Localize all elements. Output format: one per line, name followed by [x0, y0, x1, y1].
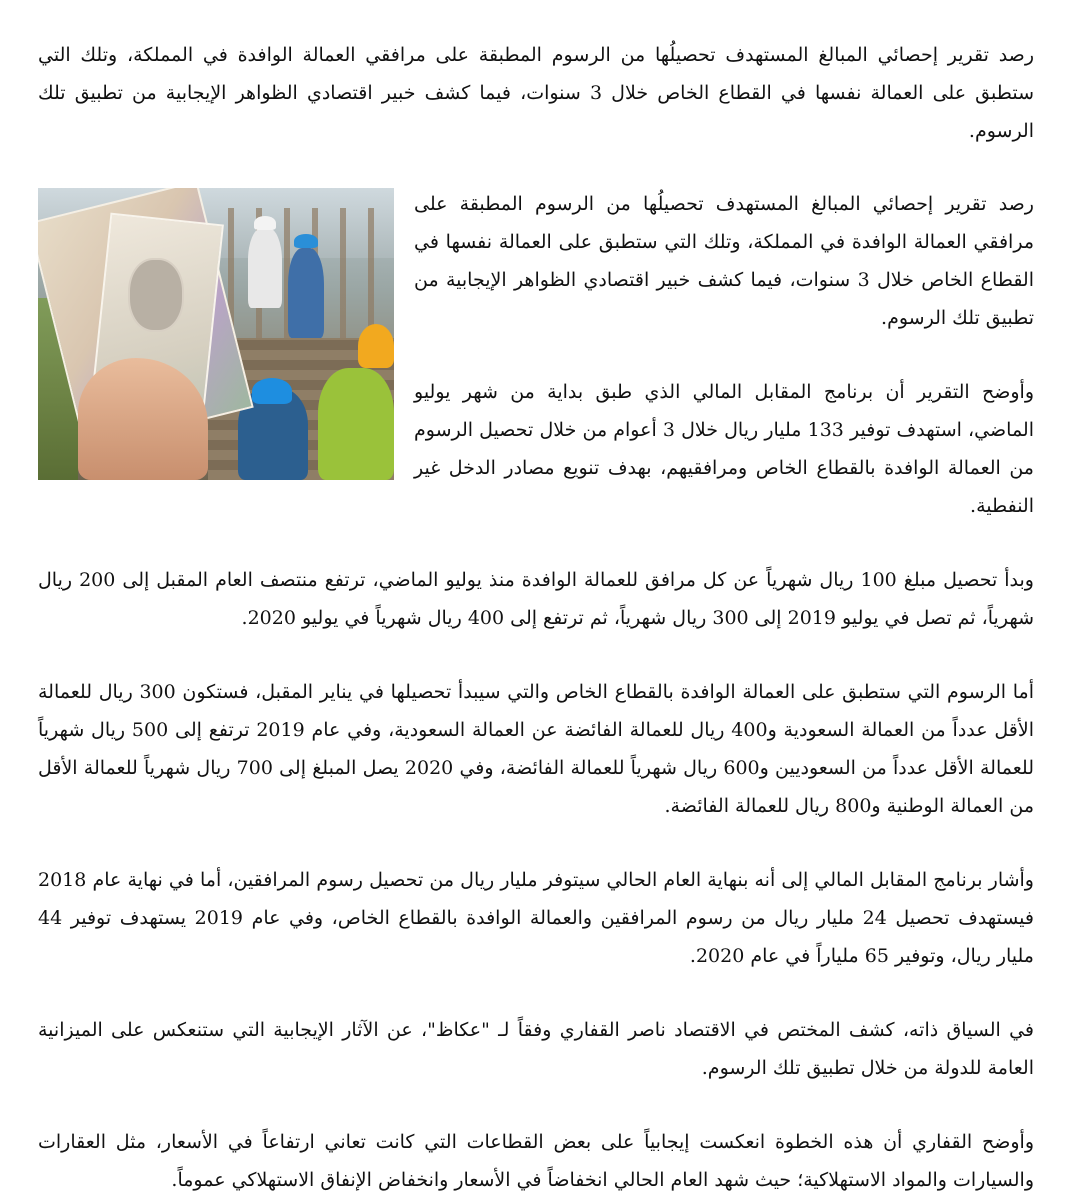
article-paragraph-1: رصد تقرير إحصائي المبالغ المستهدف تحصيلُها من الرسوم المطبقة على مرافقي العمالة الوافدة في المملكة، وتلك التي ستطبق على العمالة نفسها في القطاع الخاص خلال 3 سنوات، فيما كشف خبير اقتصادي الظواهر الإيجابية من تطبيق تلك الرسوم.	[38, 44, 1034, 142]
photo-section	[38, 185, 1034, 525]
paragraph-spacer	[38, 825, 1034, 861]
article-body	[38, 36, 1034, 1199]
photo-worker	[248, 228, 282, 308]
paragraph-spacer	[38, 525, 1034, 561]
photo-helmet	[358, 324, 394, 368]
article-paragraph-6: وأشار برنامج المقابل المالي إلى أنه بنهاية العام الحالي سيتوفر مليار ريال من تحصيل رسوم المرافقين، أما في نهاية عام 2018 فيستهدف تحصيل 24 مليار ريال من رسوم المرافقين والعمالة الوافدة بالقطاع الخاص، وفي عام 2019 يستهدف توفير 44 مليار ريال، وتوفير 65 ملياراً في عام 2020.	[38, 869, 1034, 967]
paragraph-spacer	[38, 637, 1034, 673]
paragraph-spacer	[38, 975, 1034, 1011]
photo-helmet	[254, 216, 276, 230]
photo-worker	[288, 248, 324, 338]
article-paragraph-2: رصد تقرير إحصائي المبالغ المستهدف تحصيلُها من الرسوم المطبقة على مرافقي العمالة الوافدة في المملكة، وتلك التي ستطبق على العمالة نفسها في القطاع الخاص خلال 3 سنوات، فيما كشف خبير اقتصادي الظواهر الإيجابية من تطبيق تلك الرسوم.	[414, 193, 1034, 329]
article-paragraph-8: وأوضح القفاري أن هذه الخطوة انعكست إيجابياً على بعض القطاعات التي كانت تعاني ارتفاعاً في الأسعار، مثل العقارات والسيارات والمواد الاستهلاكية؛ حيث شهد العام الحالي انخفاضاً في الأسعار وانخفاض الإنفاق الاستهلاكي عموماً.	[38, 1131, 1034, 1191]
paragraph-spacer	[38, 1087, 1034, 1123]
photo-worker	[318, 368, 394, 480]
article-paragraph-7: في السياق ذاته، كشف المختص في الاقتصاد ناصر القفاري وفقاً لـ "عكاظ"، عن الآثار الإيجابية التي ستنعكس على الميزانية العامة للدولة من خلال تطبيق تلك الرسوم.	[38, 1019, 1034, 1079]
photo-banknote-portrait	[128, 258, 184, 332]
article-paragraph-3: وأوضح التقرير أن برنامج المقابل المالي الذي طبق بداية من شهر يوليو الماضي، استهدف توفير 133 مليار ريال خلال 3 أعوام من خلال تحصيل الرسوم من العمالة الوافدة بالقطاع الخاص ومرافقيهم، بهدف تنويع مصادر الدخل غير النفطية.	[414, 381, 1034, 517]
article-paragraph-4: وبدأ تحصيل مبلغ 100 ريال شهرياً عن كل مرافق للعمالة الوافدة منذ يوليو الماضي، ترتفع منتصف العام المقبل إلى 200 ريال شهرياً، ثم تصل في يوليو 2019 إلى 300 ريال شهرياً، ثم ترتفع إلى 400 ريال شهرياً في يوليو 2020.	[38, 569, 1034, 629]
article-paragraph-5: أما الرسوم التي ستطبق على العمالة الوافدة بالقطاع الخاص والتي سيبدأ تحصيلها في يناير المقبل، فستكون 300 ريال للعمالة الأقل عدداً من العمالة السعودية و400 ريال للعمالة الفائضة عن العمالة السعودية، وفي عام 2019 ترتفع إلى 500 ريال شهرياً للعمالة الأقل عدداً من السعوديين و600 ريال شهرياً للعمالة الفائضة، وفي 2020 يصل المبلغ إلى 700 ريال شهرياً للعمالة الأقل من العمالة الوطنية و800 ريال للعمالة الفائضة.	[38, 681, 1034, 817]
photo-helmet	[294, 234, 318, 248]
photo-helmet	[252, 378, 292, 404]
article-photo-money-and-workers[interactable]	[38, 188, 394, 480]
